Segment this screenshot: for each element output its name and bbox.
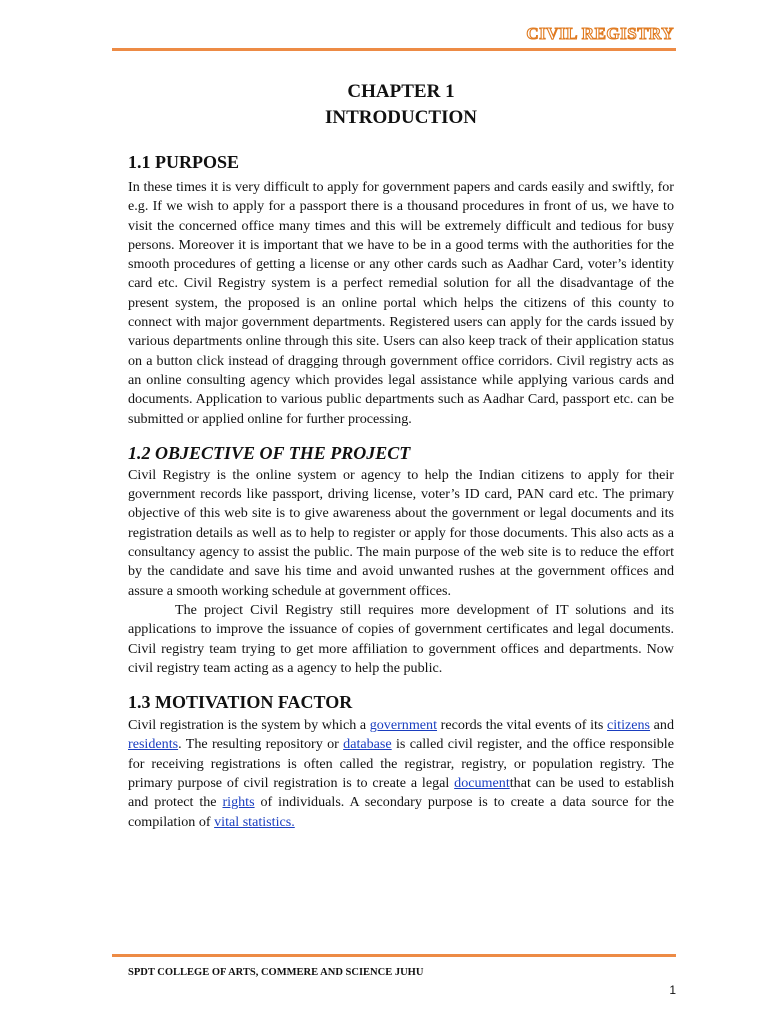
section-heading-motivation: 1.3 MOTIVATION FACTOR [128,692,353,713]
header-divider [112,48,676,51]
link-government[interactable]: government [369,717,438,734]
motivation-text: is called civil register, and the office responsible for receiving registrations is often called the registrar, registry, or population registry. The primary purpose of civil registration is to create a legal [128,736,674,792]
running-header-title: CIVIL REGISTRY [526,24,674,43]
chapter-number: CHAPTER 1 [347,81,455,102]
section-heading-purpose: 1.1 PURPOSE [128,152,240,172]
chapter-heading [0,79,768,131]
motivation-text: Civil registration is the system by which a [128,717,370,734]
chapter-title: INTRODUCTION [324,107,478,128]
motivation-text: records the vital events of its [437,717,607,734]
page-body [128,152,674,832]
link-citizens[interactable]: citizens [607,717,651,734]
motivation-text: and [650,717,674,734]
motivation-text: of individuals. A secondary purpose is to create a data source for the compilation of [128,794,674,830]
footer-college-name: SPDT COLLEGE OF ARTS, COMMERE AND SCIENCE JUHU [128,967,424,978]
motivation-text: that can be used to establish and protect the [128,775,674,811]
link-database[interactable]: database [343,736,392,753]
link-rights[interactable]: rights [222,794,255,811]
link-residents[interactable]: residents [128,736,179,753]
page-number: 1 [669,983,676,997]
section-heading-objective: 1.2 OBJECTIVE OF THE PROJECT [128,442,411,463]
motivation-text: . The resulting repository or [178,736,344,753]
purpose-paragraph: In these times it is very difficult to apply for government papers and cards easily and swiftly, for e.g. If we wish to apply for a passport there is a thousand procedures in front of us, we have to visit the concerned office many times and this will be extremely difficult and tedious for busy persons. Moreover it is important that we have to be in a good terms with the authorities for the smooth procedures of getting a license or any other cards such as Aadhar Card, voter’s identity card etc. Civil Registry system is a perfect remedial solution for all the disadvantage of the present system, the proposed is an online portal which helps the citizens of this county to connect with major government departments. Registered users can apply for the cards issued by various departments online through this site. Users can also keep track of their application status on a button click instead of dragging through government office corridors. Civil registry acts as an online consulting agency which provides legal assistance while applying various cards and documents. Application to various public departments such as Aadhar Card, passport etc. can be submitted or applied online for further processing. [128,179,674,427]
motivation-paragraph [128,716,674,832]
link-vital-statistics[interactable]: vital statistics. [214,813,295,830]
link-document[interactable]: document [454,775,510,792]
objective-paragraph-2: The project Civil Registry still requires more development of IT solutions and its applications to improve the issuance of copies of government certificates and legal documents. Civil registry team trying to get more affiliation to government offices and departments. Now civil registry team acting as a agency to help the public. [128,601,674,676]
objective-paragraph-1: Civil Registry is the online system or agency to help the Indian citizens to apply for their government records like passport, driving license, voter’s ID card, PAN card etc. The primary objective of this web site is to give awareness about the government or legal documents and its registration details as well as to help to register or apply for those documents. This also acts as a consultancy agency to assist the public. The main purpose of the web site is to reduce the effort by the candidate and save his time and avoid unwanted rushes at the government offices and assure a smooth working schedule at government offices. [128,466,674,599]
footer-divider [112,954,676,957]
